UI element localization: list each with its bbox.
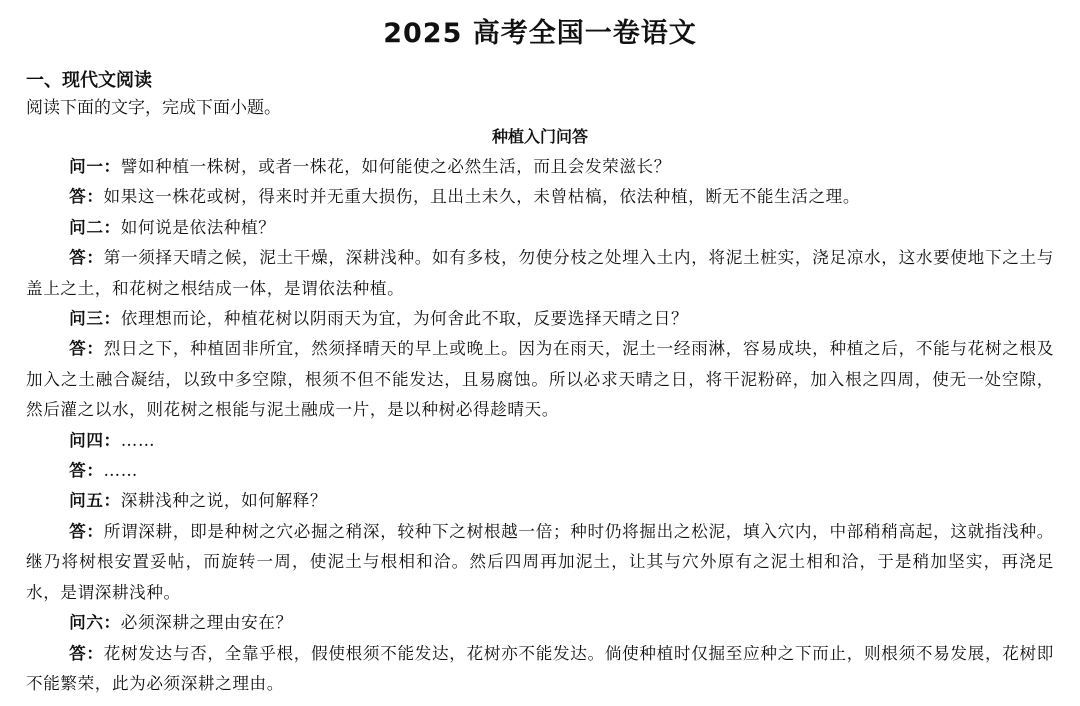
question-text: …… bbox=[120, 430, 156, 450]
answer-1 bbox=[26, 182, 1054, 212]
answer-text: 所谓深耕，即是种树之穴必掘之稍深，较种下之树根越一倍；种时仍将掘出之松泥，填入穴内，中部稍稍高起，这就指浅种。继乃将树根安置妥帖，而旋转一周，使泥土与根相和洽。然后四周再加泥土，让其与穴外原有之泥土相和洽，于是稍加坚实，再浇足水，是谓深耕浅种。 bbox=[26, 521, 1054, 602]
answer-text: 花树发达与否，全靠乎根，假使根须不能发达，花树亦不能发达。倘使种植时仅掘至应种之下而止，则根须不易发展，花树即不能繁荣，此为必须深耕之理由。 bbox=[26, 643, 1054, 693]
question-4 bbox=[26, 426, 1054, 456]
answer-tag: 答： bbox=[69, 187, 104, 207]
section-heading: 一、现代文阅读 bbox=[26, 70, 152, 91]
answer-2 bbox=[26, 243, 1054, 304]
question-tag: 问二： bbox=[69, 217, 121, 237]
question-6 bbox=[26, 608, 1054, 638]
question-tag: 问六： bbox=[69, 613, 121, 633]
question-tag: 问三： bbox=[69, 309, 121, 329]
answer-tag: 答： bbox=[69, 643, 104, 663]
question-tag: 问一： bbox=[69, 157, 121, 176]
question-text: 必须深耕之理由安在？ bbox=[120, 613, 293, 633]
answer-text: …… bbox=[103, 461, 138, 481]
answer-tag: 答： bbox=[69, 339, 104, 359]
question-2 bbox=[26, 213, 1054, 243]
answer-3 bbox=[26, 334, 1054, 425]
answer-tag: 答： bbox=[69, 521, 104, 541]
answer-text: 第一须择天晴之候，泥土干燥，深耕浅种。如有多枝，勿使分枝之处埋入土内，将泥土桩实，浇足凉水，这水要使地下之土与盖上之土，和花树之根结成一体，是谓依法种植。 bbox=[26, 248, 1054, 298]
answer-6 bbox=[26, 639, 1054, 700]
question-text: 深耕浅种之说，如何解释？ bbox=[120, 491, 328, 511]
question-text: 譬如种植一株树，或者一株花，如何能使之必然生活，而且会发荣滋长？ bbox=[120, 157, 671, 176]
answer-4 bbox=[26, 456, 1054, 486]
answer-tag: 答： bbox=[69, 461, 104, 481]
question-tag: 问四： bbox=[69, 430, 121, 450]
question-1 bbox=[26, 152, 1054, 182]
answer-text: 烈日之下，种植固非所宜，然须择晴天的早上或晚上。因为在雨天，泥土一经雨淋，容易成块，种植之后，不能与花树之根及加入之土融合凝结，以致中多空隙，根须不但不能发达，且易腐蚀。所以必求天晴之日，将干泥粉碎，加入根之四周，使无一处空隙，然后灌之以水，则花树之根能与泥土融成一片，是以种树必得趁晴天。 bbox=[26, 339, 1054, 420]
question-3 bbox=[26, 304, 1054, 334]
answer-tag: 答： bbox=[69, 248, 104, 268]
answer-5 bbox=[26, 517, 1054, 608]
answer-text: 如果这一株花或树，得来时并无重大损伤，且出土未久，未曾枯槁，依法种植，断无不能生活之理。 bbox=[103, 187, 861, 207]
question-text: 依理想而论，种植花树以阴雨天为宜，为何舍此不取，反要选择天晴之日？ bbox=[120, 309, 689, 329]
question-5 bbox=[26, 486, 1054, 516]
document-title: 2025 高考全国一卷语文 bbox=[383, 18, 697, 49]
question-text: 如何说是依法种植？ bbox=[120, 217, 276, 237]
instruction-text: 阅读下面的文字，完成下面小题。 bbox=[26, 98, 281, 118]
question-tag: 问五： bbox=[69, 491, 121, 511]
passage-title: 种植入门问答 bbox=[491, 127, 588, 146]
